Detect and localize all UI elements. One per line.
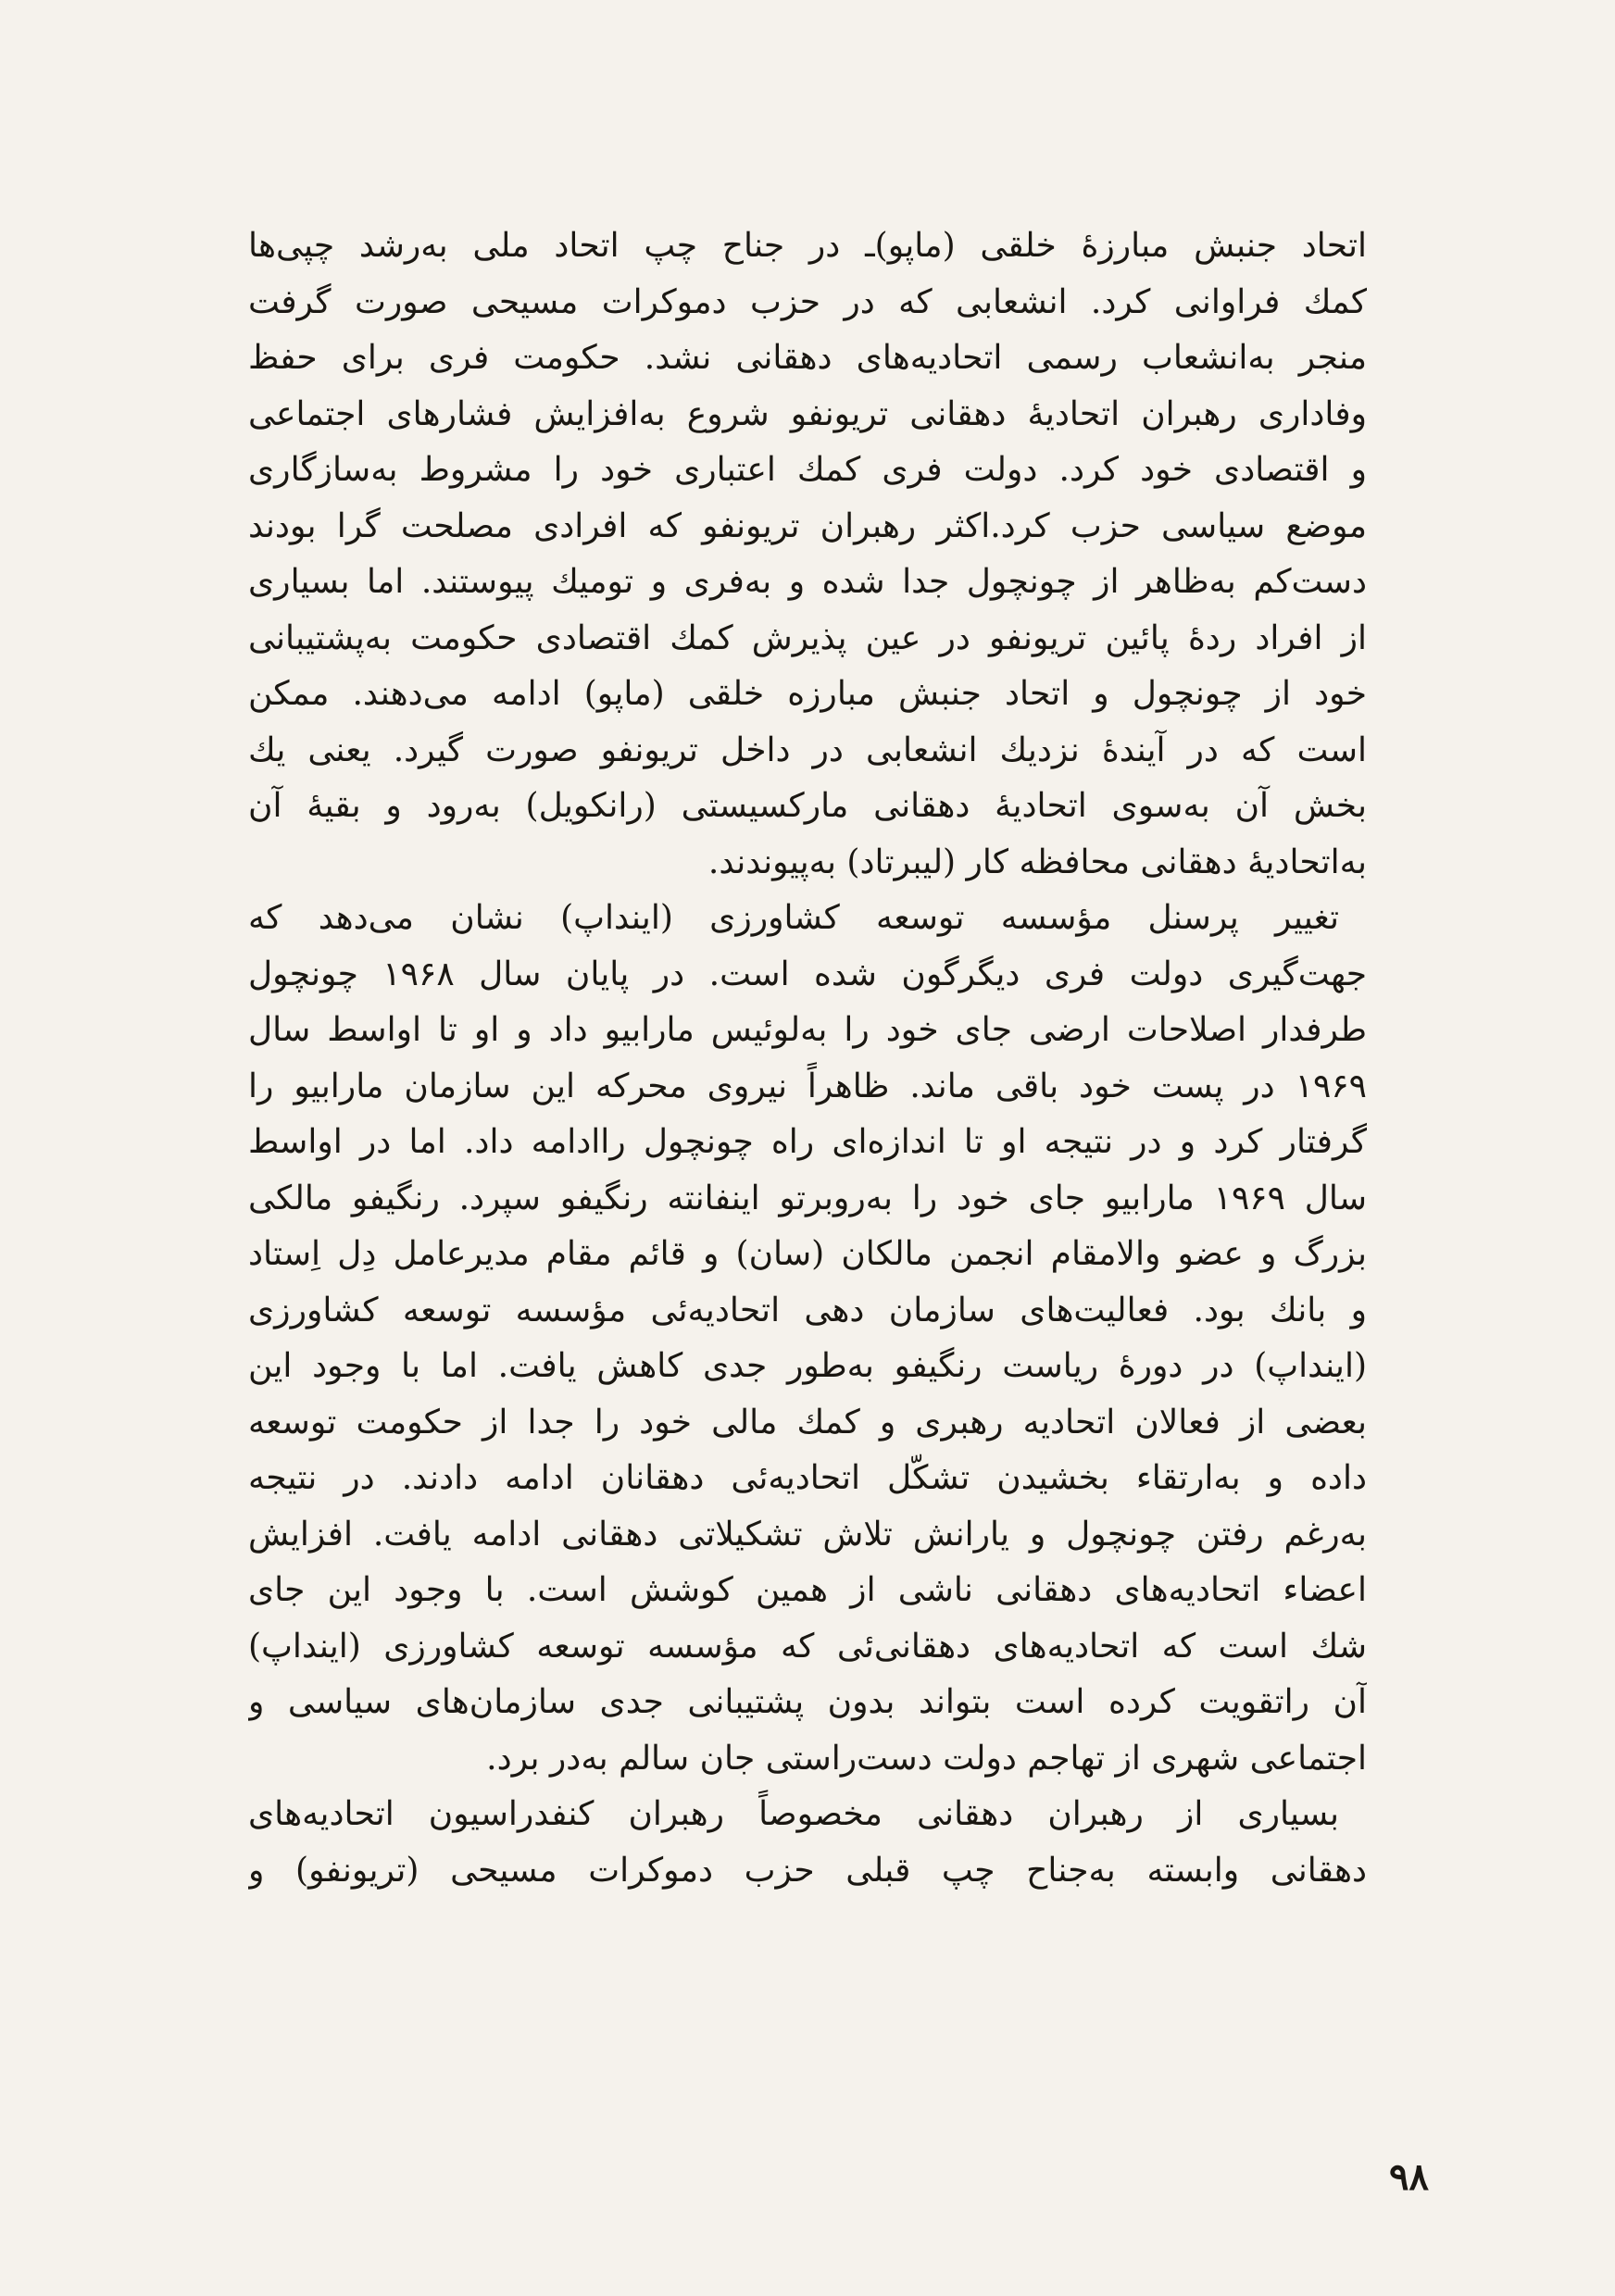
text-line: شك است که اتحادیه‌های دهقانی‌ئی که مؤسسه توسعه کشاورزی (ایندا‌پ) bbox=[248, 1627, 1367, 1666]
text-line: ۱۹۶۹ در پست خود باقی ماند. ظاهراً نیروی محرکه این سازمان مارابیو را bbox=[248, 1067, 1367, 1105]
text-line: است که در آیندهٔ نزدیك انشعابی در داخل تریونفو صورت گیرد. یعنی یك bbox=[248, 730, 1367, 769]
text-line: گرفتار کرد و در نتیجه او تا اندازه‌ای راه چونچول راادامه داد. اما در اواسط bbox=[248, 1123, 1367, 1161]
text-line: به‌اتحادیهٔ دهقانی محافظه کار (لیبرتاد) به‌پیوندند. bbox=[707, 842, 1367, 881]
text-line: بسیاری از رهبران دهقانی مخصوصاً رهبران کنفدراسیون اتحادیه‌های bbox=[248, 1795, 1339, 1833]
text-line: اتحاد جنبش مبارزهٔ خلقی (ماپو)ـ در جناح چپ اتحاد ملی به‌رشد چپی‌ها bbox=[248, 227, 1367, 265]
body-text bbox=[248, 218, 1367, 1899]
text-line: از افراد ردهٔ پائین تریونفو در عین پذیرش کمك اقتصادی حکومت به‌پشتیبانی bbox=[248, 618, 1367, 657]
text-line: موضع سیاسی حزب کرد.اکثر رهبران تریونفو که افرادی مصلحت گرا بودند bbox=[248, 506, 1367, 545]
page-number: ۹۸ bbox=[1389, 2155, 1429, 2199]
text-line: داده و به‌ارتقاء بخشیدن تشکّل اتحادیه‌ئی دهقانان ادامه دادند. در نتیجه bbox=[248, 1459, 1367, 1497]
text-line: آن راتقویت کرده است بتواند بدون پشتیبانی جدی سازمان‌های سیاسی و bbox=[248, 1683, 1367, 1721]
text-line: و بانك بود. فعالیت‌های سازمان دهی اتحادیه‌ئی مؤسسه توسعه کشاورزی bbox=[248, 1291, 1367, 1329]
text-line: (ایندا‌پ) در دورهٔ ریاست رنگیفو به‌طور جدی کاهش یافت. اما با وجود این bbox=[248, 1347, 1367, 1385]
text-line: سال ۱۹۶۹ مارابیو جای خود را به‌روبرتو اینفانته رنگیفو سپرد. رنگیفو مالکی bbox=[248, 1179, 1367, 1217]
text-line: خود از چونچول و اتحاد جنبش مبارزه خلقی (ماپو) ادامه می‌دهند. ممکن bbox=[248, 675, 1367, 713]
text-line: بزرگ و عضو والامقام انجمن مالکان (سان) و قائم مقام مدیرعامل دِل اِستاد bbox=[248, 1235, 1367, 1273]
text-line: دهقانی وابسته به‌جناح چپ قبلی حزب دموکرات مسیحی (تریونفو) و bbox=[248, 1851, 1367, 1890]
text-line: کمك فراوانی کرد. انشعابی که در حزب دموکرات مسیحی صورت گرفت bbox=[248, 282, 1367, 321]
text-line: طرفدار اصلاحات ارضی جای خود را به‌لوئیس مارابیو داد و او تا اواسط سال bbox=[248, 1011, 1367, 1049]
text-line: و اقتصادی خود کرد. دولت فری کمك اعتباری خود را مشروط به‌سازگاری bbox=[248, 451, 1367, 489]
text-line: منجر به‌انشعاب رسمی اتحادیه‌های دهقانی نشد. حکومت فری برای حفظ bbox=[248, 339, 1367, 377]
text-line: بعضی از فعالان اتحادیه رهبری و کمك مالی خود را جدا از حکومت توسعه bbox=[248, 1403, 1367, 1441]
text-line: تغییر پرسنل مؤسسه توسعه کشاورزی (ایندا‌پ) نشان می‌دهد که bbox=[248, 899, 1339, 937]
text-line: دست‌کم به‌ظاهر از چونچول جدا شده و به‌فری و تومیك پیوستند. اما بسیاری bbox=[248, 563, 1367, 601]
text-line: بخش آن به‌سوی اتحادیهٔ دهقانی مارکسیستی (رانکویل) به‌رود و بقیهٔ آن bbox=[248, 787, 1367, 825]
text-line: اجتماعی شهری از تهاجم دولت دست‌راستی جان سالم به‌در برد. bbox=[486, 1739, 1367, 1778]
text-line: وفاداری رهبران اتحادیهٔ دهقانی تریونفو شروع به‌افزایش فشارهای اجتماعی bbox=[248, 394, 1367, 433]
text-line: به‌رغم رفتن چونچول و یارانش تلاش تشکیلاتی دهقانی ادامه یافت. افزایش bbox=[248, 1515, 1367, 1554]
text-line: اعضاء اتحادیه‌های دهقانی ناشی از همین کوشش است. با وجود این جای bbox=[248, 1571, 1367, 1609]
text-line: جهت‌گیری دولت فری دیگرگون شده است. در پایان سال ۱۹۶۸ چونچول bbox=[248, 955, 1367, 993]
